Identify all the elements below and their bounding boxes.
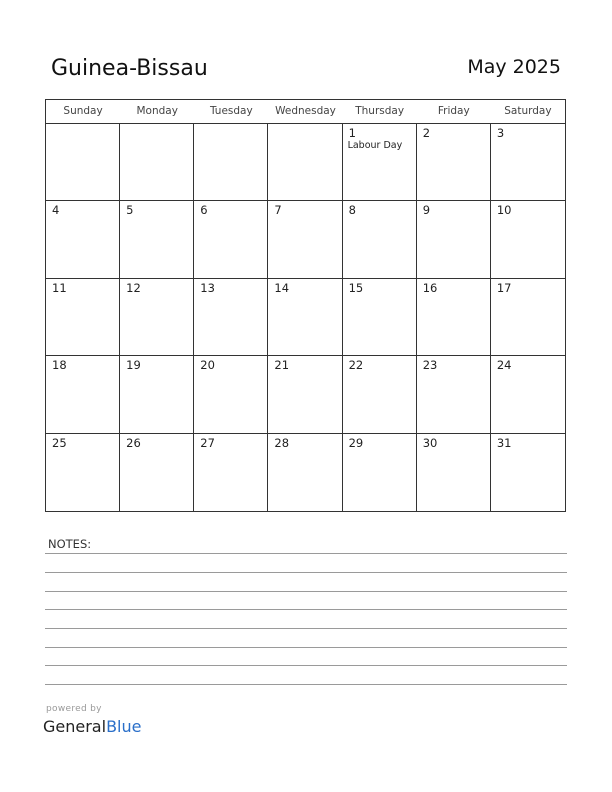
day-number: 25 — [52, 435, 67, 450]
day-number: 3 — [496, 126, 505, 140]
day-number: 6 — [200, 203, 208, 218]
day-number: 8 — [348, 203, 356, 218]
country-title: Guinea-Bissau — [51, 56, 208, 81]
day-number: 1 — [348, 126, 356, 140]
notes-line — [45, 591, 567, 592]
day-cell — [194, 356, 268, 433]
day-cell — [343, 201, 417, 278]
day-cell — [343, 356, 417, 433]
day-cell — [417, 124, 491, 201]
day-cell — [417, 279, 491, 356]
weekday-friday: Friday — [437, 105, 470, 117]
day-cell — [268, 356, 342, 433]
notes-line — [45, 628, 567, 629]
brand-blue-text: Blue — [106, 717, 142, 736]
day-number: 15 — [348, 280, 364, 295]
day-cell — [46, 201, 120, 278]
notes-line — [45, 684, 567, 685]
day-cell — [417, 356, 491, 433]
day-cell — [343, 434, 417, 511]
day-number: 18 — [52, 358, 67, 373]
weekday-saturday: Saturday — [504, 105, 552, 117]
weekday-monday: Monday — [136, 105, 178, 117]
day-number: 17 — [496, 280, 512, 295]
day-cell — [194, 201, 268, 278]
day-cell — [46, 434, 120, 511]
day-cell — [268, 201, 342, 278]
day-cell — [491, 279, 565, 356]
day-cell — [417, 434, 491, 511]
day-number: 13 — [200, 280, 215, 295]
day-number: 10 — [496, 203, 512, 218]
day-number: 31 — [496, 435, 512, 450]
day-number: 14 — [274, 280, 290, 295]
day-cell — [417, 201, 491, 278]
day-cell — [46, 279, 120, 356]
day-cell — [46, 124, 120, 201]
day-number: 20 — [200, 358, 215, 373]
day-cell — [491, 124, 565, 201]
day-cell — [194, 279, 268, 356]
day-number: 30 — [422, 435, 438, 450]
month-year: May 2025 — [467, 56, 561, 78]
day-cell — [120, 201, 194, 278]
notes-line — [45, 647, 567, 648]
day-number: 4 — [52, 203, 60, 218]
day-number: 27 — [200, 435, 215, 450]
day-cell — [120, 356, 194, 433]
day-cell — [491, 356, 565, 433]
notes-line — [45, 553, 567, 554]
holiday-label: Labour Day — [347, 140, 403, 151]
notes-line — [45, 665, 567, 666]
notes-line — [45, 572, 567, 573]
weekday-header-row — [46, 100, 565, 124]
weekday-tuesday: Tuesday — [209, 105, 253, 117]
day-number: 5 — [126, 203, 134, 218]
day-number: 7 — [274, 203, 282, 218]
weekday-wednesday: Wednesday — [275, 105, 336, 117]
day-number: 11 — [52, 280, 67, 295]
day-number: 26 — [126, 435, 141, 450]
day-cell — [268, 124, 342, 201]
day-cell — [120, 434, 194, 511]
day-cell — [46, 356, 120, 433]
weekday-thursday: Thursday — [355, 105, 405, 117]
day-number: 28 — [274, 435, 290, 450]
day-cell — [268, 434, 342, 511]
day-cell — [268, 279, 342, 356]
brand-general-text: General — [43, 717, 107, 736]
notes-label: NOTES: — [48, 537, 92, 551]
weekday-sunday: Sunday — [63, 105, 103, 117]
day-number: 23 — [422, 358, 438, 373]
day-number: 22 — [348, 358, 364, 373]
day-cell — [194, 124, 268, 201]
generalblue-logo — [43, 717, 141, 736]
day-cell — [120, 124, 194, 201]
day-cell — [120, 279, 194, 356]
powered-by-text: powered by — [46, 704, 102, 714]
day-cells — [46, 124, 565, 511]
day-number: 12 — [126, 280, 141, 295]
day-cell — [343, 279, 417, 356]
day-cell — [343, 124, 417, 201]
day-number: 9 — [422, 203, 431, 218]
notes-line — [45, 609, 567, 610]
day-number: 29 — [348, 435, 364, 450]
day-cell — [194, 434, 268, 511]
day-number: 19 — [126, 358, 141, 373]
day-cell — [491, 201, 565, 278]
day-cell — [491, 434, 565, 511]
day-number: 16 — [422, 280, 438, 295]
day-number: 24 — [496, 358, 512, 373]
day-number: 21 — [274, 358, 290, 373]
day-number: 2 — [422, 126, 431, 140]
calendar-grid — [45, 99, 566, 512]
